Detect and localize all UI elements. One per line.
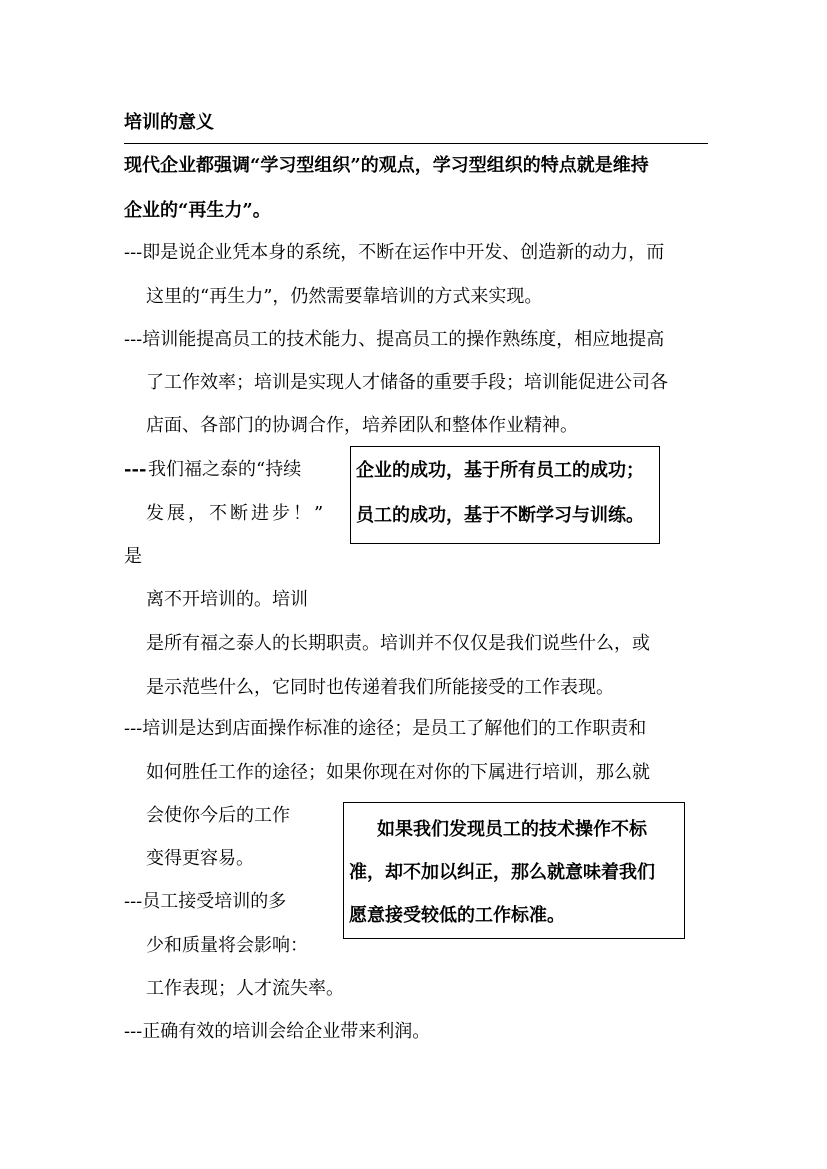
paragraph-4-line-4: 变得更容易。 [146, 848, 254, 869]
paragraph-5-line-3: 工作表现；人才流失率。 [146, 978, 344, 999]
callout-box-standards-line-2: 准，却不加以纠正，那么就意味着我们 [349, 862, 655, 883]
intro-line-2: 企业的“再生力”。 [124, 200, 271, 221]
paragraph-3-line-6: 是示范些什么，它同时也传递着我们所能接受的工作表现。 [146, 677, 614, 698]
callout-box-standards-line-1: 如果我们发现员工的技术操作不标 [377, 819, 647, 840]
callout-box-standards-line-3: 愿意接受较低的工作标准。 [349, 905, 565, 926]
paragraph-2-line-3: 店面、各部门的协调合作，培养团队和整体作业精神。 [146, 415, 578, 436]
paragraph-6: ---正确有效的培训会给企业带来利润。 [124, 1021, 431, 1042]
callout-box-success-line-2: 员工的成功，基于不断学习与训练。 [356, 505, 644, 526]
document-title: 培训的意义 [124, 112, 214, 133]
paragraph-3-line-3: 是 [124, 546, 142, 567]
paragraph-3-line-4: 离不开培训的。培训 [146, 589, 308, 610]
callout-box-success-line-1: 企业的成功，基于所有员工的成功； [356, 460, 644, 481]
paragraph-4-line-1: ---培训是达到店面操作标准的途径；是员工了解他们的工作职责和 [124, 718, 647, 739]
paragraph-5-line-1: ---员工接受培训的多 [124, 891, 287, 912]
paragraph-1-line-2: 这里的“再生力”，仍然需要靠培训的方式来实现。 [146, 286, 543, 307]
paragraph-3-line-5: 是所有福之泰人的长期职责。培训并不仅仅是我们说些什么，或 [146, 633, 650, 654]
paragraph-5-line-2: 少和质量将会影响： [146, 935, 308, 956]
paragraph-3-line-1: 我们福之泰的“持续 [148, 459, 302, 480]
intro-line-1: 现代企业都强调“学习型组织”的观点，学习型组织的特点就是维持 [124, 155, 649, 176]
callout-box-success [350, 446, 660, 544]
callout-box-standards [343, 802, 685, 939]
paragraph-2-line-1: ---培训能提高员工的技术能力、提高员工的操作熟练度，相应地提高 [124, 329, 665, 350]
paragraph-3-dash: --- [124, 459, 147, 480]
paragraph-4-line-2: 如何胜任工作的途径；如果你现在对你的下属进行培训，那么就 [146, 762, 650, 783]
paragraph-4-line-3: 会使你今后的工作 [146, 805, 290, 826]
paragraph-1-line-1: ---即是说企业凭本身的系统，不断在运作中开发、创造新的动力，而 [124, 242, 665, 263]
title-divider [124, 143, 708, 144]
paragraph-3-line-2: 发展，不断进步！” [146, 503, 327, 524]
paragraph-2-line-2: 了工作效率；培训是实现人才储备的重要手段；培训能促进公司各 [146, 372, 668, 393]
